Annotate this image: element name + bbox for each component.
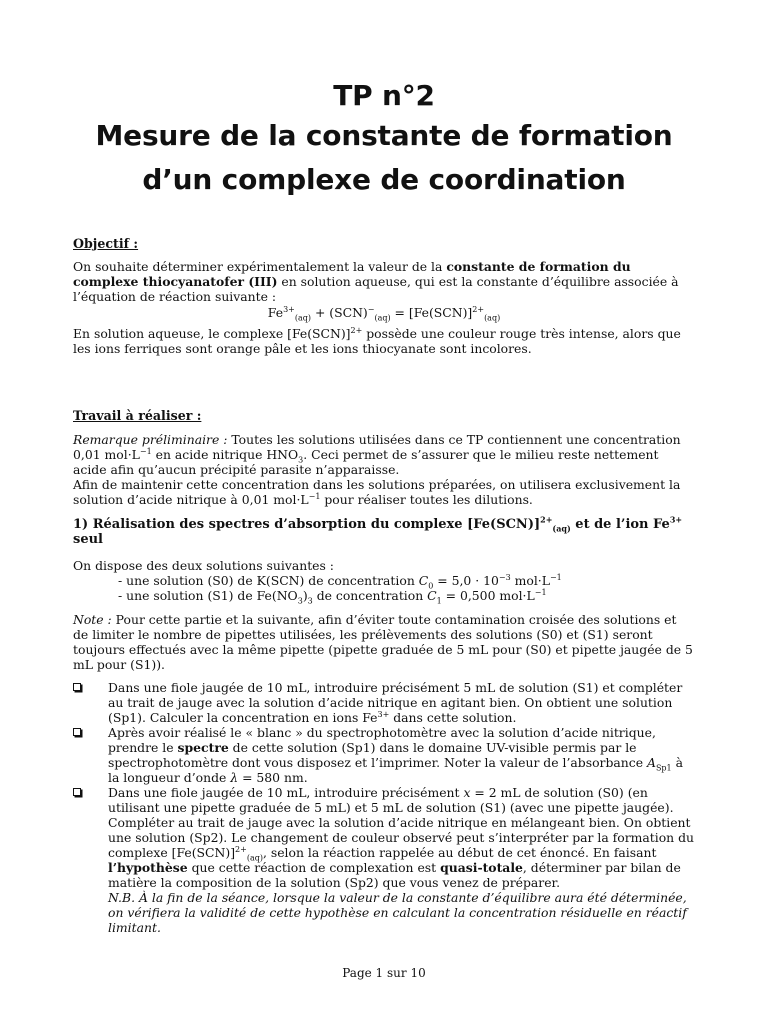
list-item <box>73 680 695 725</box>
travail-section <box>73 408 695 507</box>
subscript: 1 <box>436 596 442 606</box>
dilution-paragraph <box>73 477 695 507</box>
remarque-label: Remarque préliminaire : <box>73 432 228 447</box>
text-run: Afin de maintenir cette concentration dans les solutions préparées, on utilisera exclusivement la solution d’acide nitrique à 0,01 mol·L <box>73 477 681 507</box>
concentration-value: = 0,500 mol·L <box>441 588 535 603</box>
exponent: −1 <box>139 446 152 456</box>
checkbox-bullet-icon <box>73 728 81 736</box>
variable-x: x <box>463 785 471 800</box>
exponent: −1 <box>549 572 562 582</box>
eq-plus: + <box>311 305 330 320</box>
eq-scn: (SCN) <box>329 305 368 320</box>
solution-s0-line <box>73 572 695 591</box>
bold-text: quasi-totale <box>440 860 523 875</box>
text-run: pour réaliser toutes les dilutions. <box>320 492 533 507</box>
text-run: en solution aqueuse, qui est la constante d’équilibre associée à l’équation de réaction suivante : <box>73 274 679 304</box>
eq-state: (aq) <box>484 313 501 323</box>
text-run: que cette réaction de complexation est <box>187 860 441 875</box>
charge: 2+ <box>540 514 553 525</box>
text-run: Pour cette partie et la suivante, afin d’éviter toute contamination croisée des solutions et de limiter le nombre de pipettes utilisées, les prélèvements des solutions (S0) et (S1) seront toujours effectués avec la même pipette (pipette graduée de 5 mL pour (S0) et pipette jaugée de 5 mL pour (S1)). <box>73 612 693 672</box>
text-run: à la longueur d’onde <box>108 755 683 785</box>
text-run: de cette solution (Sp1) dans le domaine UV-visible permis par le spectrophotomètre dont vous disposez et l’imprimer. Noter la valeur de l’absorbance <box>108 740 647 770</box>
text-run: . Ceci permet de s’assurer que le milieu reste nettement acide afin qu’aucun précipité parasite n’apparaisse. <box>73 447 659 477</box>
state: (aq) <box>552 523 571 534</box>
bold-text: l’hypothèse <box>108 860 188 875</box>
dispose-line: On dispose des deux solutions suivantes : <box>73 558 334 573</box>
section-1-heading <box>73 514 695 547</box>
complex-color-paragraph <box>73 326 695 356</box>
section-1 <box>73 514 695 935</box>
state: (aq) <box>246 853 263 863</box>
unit: mol·L <box>510 573 550 588</box>
checkbox-bullet-icon <box>73 683 81 691</box>
lambda-symbol: λ <box>230 770 239 785</box>
list-item <box>73 785 695 935</box>
reaction-equation <box>73 304 695 323</box>
text-run: Dans une fiole jaugée de 10 mL, introduire précisément 5 mL de solution (S1) et compléter au trait de jauge avec la solution d’acide nitrique en agitant bien. On obtient une solution (Sp1). Calculer la concentration en ions Fe <box>108 680 683 725</box>
text-run: de concentration <box>312 588 428 603</box>
eq-fe: Fe <box>267 305 284 320</box>
objectif-paragraph <box>73 259 695 304</box>
exponent: −3 <box>498 572 511 582</box>
remarque-paragraph <box>73 432 695 477</box>
bold-complex-name: constante de formation du complexe thiocyanatofer (III) <box>73 259 631 289</box>
text-run: Dans une fiole jaugée de 10 mL, introduire précisément <box>108 785 464 800</box>
complex-formula: [Fe(SCN)] <box>171 845 236 860</box>
objectif-heading: Objectif : <box>73 236 139 251</box>
text-run: en acide nitrique HNO <box>151 447 299 462</box>
exponent: −1 <box>534 587 547 597</box>
page-footer: Page 1 sur 10 <box>342 966 426 980</box>
text-run: = 580 nm. <box>238 770 308 785</box>
nb-note: N.B. À la fin de la séance, lorsque la valeur de la constante d’équilibre aura été déterminée, on vérifiera la validité de cette hypothèse en calculant la concentration résiduelle en réactif limitant. <box>108 890 687 935</box>
solution-s1-line <box>73 587 695 606</box>
subscript: 3 <box>297 596 303 606</box>
note-label: Note : <box>73 612 112 627</box>
subscript: Sp1 <box>655 763 672 773</box>
bold-text: spectre <box>177 740 229 755</box>
fe-formula: Fe <box>653 517 670 532</box>
absorbance-symbol: A <box>647 755 656 770</box>
complex-formula: [Fe(SCN)] <box>467 517 541 532</box>
charge: 2+ <box>235 844 247 854</box>
eq-charge: 3+ <box>283 304 295 314</box>
exponent: −1 <box>308 491 321 501</box>
eq-charge: 2+ <box>472 304 485 314</box>
text-run: 1) Réalisation des spectres d’absorption du complexe <box>73 517 468 532</box>
subscript: 0 <box>428 581 434 591</box>
instruction-list <box>73 680 695 935</box>
text-run: = 2 mL de solution (S0) (en utilisant une pipette graduée de 5 mL) et 5 mL de solution (S1) (avec une pipette jaugée). Compléter au trait de jauge avec la solution d’acide nitrique en mélangeant bien. On obtient une solution (Sp2). Le changement de couleur observé peut s’interpréter par la formation du complexe <box>108 785 694 860</box>
charge: 3+ <box>669 514 683 525</box>
eq-charge: − <box>367 304 375 314</box>
text-run: ) <box>302 588 308 603</box>
concentration-symbol: C <box>418 573 429 588</box>
concentration-symbol: C <box>427 588 437 603</box>
subscript: 3 <box>298 455 304 465</box>
text-run: Toutes les solutions utilisées dans ce TP contiennent une concentration 0,01 mol·L <box>73 432 681 462</box>
complex-formula: [Fe(SCN)] <box>287 326 351 341</box>
text-run: - une solution (S0) de K(SCN) de concentration <box>118 573 419 588</box>
text-run: On souhaite déterminer expérimentalement la valeur de la <box>73 259 447 274</box>
objectif-section <box>73 236 695 356</box>
main-title-line-1: Mesure de la constante de formation <box>95 119 673 152</box>
list-item <box>73 725 695 785</box>
checkbox-bullet-icon <box>73 788 81 796</box>
note-paragraph <box>73 612 695 672</box>
text-run: En solution aqueuse, le complexe <box>73 326 288 341</box>
travail-heading: Travail à réaliser : <box>73 408 202 423</box>
text-run: Après avoir réalisé le « blanc » du spectrophotomètre avec la solution d’acide nitrique, prendre le <box>108 725 656 755</box>
eq-state: (aq) <box>294 313 311 323</box>
charge: 2+ <box>350 325 363 335</box>
charge: 3+ <box>377 709 390 719</box>
eq-complex: [Fe(SCN)] <box>408 305 473 320</box>
eq-equals: = <box>390 305 409 320</box>
text-run: dans cette solution. <box>389 710 517 725</box>
tp-number-title: TP n°2 <box>333 79 435 112</box>
text-run: et de l’ion <box>570 517 654 532</box>
text-run: , selon la réaction rappelée au début de cet énoncé. En faisant <box>262 845 657 860</box>
text-run: seul <box>73 532 103 547</box>
main-title-line-2: d’un complexe de coordination <box>142 163 626 196</box>
subscript: 3 <box>307 596 313 606</box>
concentration-value: = 5,0 · 10 <box>433 573 499 588</box>
text-run: , déterminer par bilan de matière la composition de la solution (Sp2) que vous venez de préparer. <box>108 860 681 890</box>
text-run: - une solution (S1) de Fe(NO <box>118 588 298 603</box>
eq-state: (aq) <box>374 313 391 323</box>
text-run: possède une couleur rouge très intense, alors que les ions ferriques sont orange pâle et les ions thiocyanate sont incolores. <box>73 326 681 356</box>
